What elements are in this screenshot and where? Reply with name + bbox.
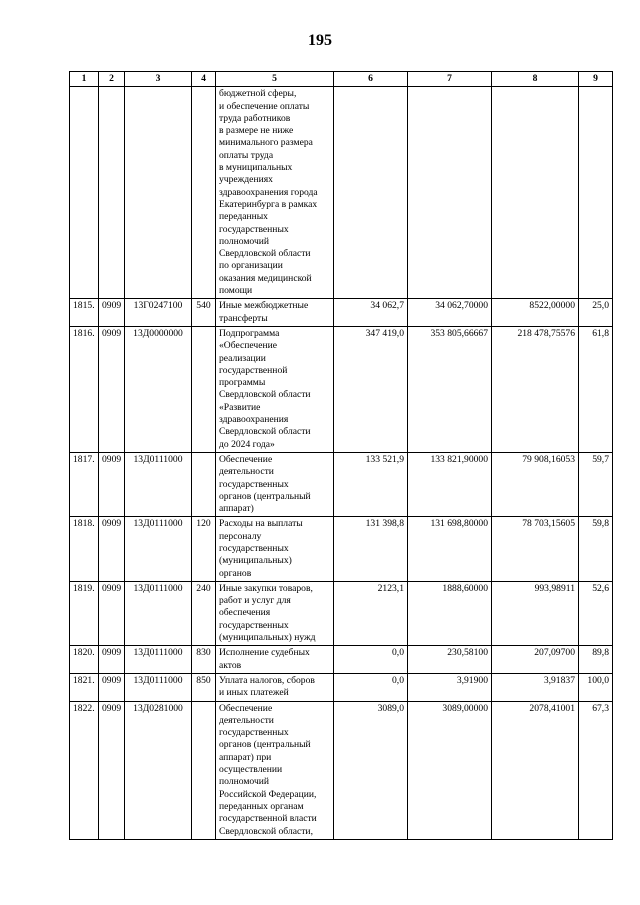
row-number-cell: 1817. [70, 452, 99, 516]
row-number-cell: 1819. [70, 581, 99, 645]
section-code-cell: 0909 [99, 326, 125, 452]
section-code-cell: 0909 [99, 452, 125, 516]
approved-amount-cell: 34 062,7 [334, 299, 408, 327]
section-code-cell: 0909 [99, 299, 125, 327]
table-body [70, 87, 613, 840]
expense-type-cell [192, 701, 216, 839]
row-number-cell: 1821. [70, 673, 99, 701]
row-number-cell: 1815. [70, 299, 99, 327]
item-name-cell: Расходы на выплаты персоналу государственных (муниципальных) органов [216, 517, 334, 581]
execution-percent-cell: 25,0 [579, 299, 613, 327]
budget-table [69, 71, 613, 840]
row-number-cell [70, 87, 99, 299]
column-header: 5 [216, 72, 334, 87]
executed-amount-cell: 78 703,15605 [492, 517, 579, 581]
expense-type-cell [192, 452, 216, 516]
item-name-cell: Обеспечение деятельности государственных органов (центральный аппарат) при осуществлении полномочий Российской Федерации, переданных органам государственной власти Свердловской области, [216, 701, 334, 839]
page-number: 195 [308, 32, 332, 49]
table-row [70, 326, 613, 452]
expense-type-cell: 850 [192, 673, 216, 701]
table-row [70, 581, 613, 645]
approved-amount-cell: 347 419,0 [334, 326, 408, 452]
column-header: 2 [99, 72, 125, 87]
execution-percent-cell: 52,6 [579, 581, 613, 645]
target-item-code-cell: 13Д0111000 [125, 673, 192, 701]
table-row [70, 299, 613, 327]
table-row [70, 646, 613, 674]
section-code-cell: 0909 [99, 517, 125, 581]
column-header: 3 [125, 72, 192, 87]
column-header: 1 [70, 72, 99, 87]
budget-amount-cell: 34 062,70000 [408, 299, 492, 327]
approved-amount-cell: 133 521,9 [334, 452, 408, 516]
row-number-cell: 1816. [70, 326, 99, 452]
approved-amount-cell: 0,0 [334, 646, 408, 674]
executed-amount-cell: 8522,00000 [492, 299, 579, 327]
column-header: 9 [579, 72, 613, 87]
expense-type-cell: 540 [192, 299, 216, 327]
expense-type-cell: 830 [192, 646, 216, 674]
execution-percent-cell: 89,8 [579, 646, 613, 674]
item-name-cell: Иные закупки товаров, работ и услуг для обеспечения государственных (муниципальных) нужд [216, 581, 334, 645]
item-name-cell: бюджетной сферы, и обеспечение оплаты труда работников в размере не ниже минимального размера оплаты труда в муниципальных учреждениях здравоохранения города Екатеринбурга в рамках переданных государственных полномочий Свердловской области по организации оказания медицинской помощи [216, 87, 334, 299]
approved-amount-cell [334, 87, 408, 299]
row-number-cell: 1818. [70, 517, 99, 581]
approved-amount-cell: 0,0 [334, 673, 408, 701]
execution-percent-cell [579, 87, 613, 299]
table-row [70, 517, 613, 581]
item-name-cell: Исполнение судебных актов [216, 646, 334, 674]
column-header: 4 [192, 72, 216, 87]
target-item-code-cell [125, 87, 192, 299]
expense-type-cell [192, 87, 216, 299]
target-item-code-cell: 13Д0111000 [125, 581, 192, 645]
section-code-cell: 0909 [99, 581, 125, 645]
header-row [70, 72, 613, 87]
execution-percent-cell: 100,0 [579, 673, 613, 701]
executed-amount-cell: 3,91837 [492, 673, 579, 701]
expense-type-cell: 120 [192, 517, 216, 581]
target-item-code-cell: 13Д0111000 [125, 517, 192, 581]
budget-amount-cell: 353 805,66667 [408, 326, 492, 452]
execution-percent-cell: 59,8 [579, 517, 613, 581]
table-row [70, 87, 613, 299]
budget-amount-cell: 133 821,90000 [408, 452, 492, 516]
item-name-cell: Иные межбюджетные трансферты [216, 299, 334, 327]
section-code-cell: 0909 [99, 701, 125, 839]
target-item-code-cell: 13Д0111000 [125, 646, 192, 674]
executed-amount-cell: 993,98911 [492, 581, 579, 645]
budget-amount-cell: 230,58100 [408, 646, 492, 674]
section-code-cell: 0909 [99, 646, 125, 674]
approved-amount-cell: 131 398,8 [334, 517, 408, 581]
table-row [70, 701, 613, 839]
budget-amount-cell [408, 87, 492, 299]
table-row [70, 673, 613, 701]
executed-amount-cell: 218 478,75576 [492, 326, 579, 452]
executed-amount-cell: 207,09700 [492, 646, 579, 674]
executed-amount-cell: 2078,41001 [492, 701, 579, 839]
execution-percent-cell: 67,3 [579, 701, 613, 839]
budget-amount-cell: 131 698,80000 [408, 517, 492, 581]
budget-amount-cell: 1888,60000 [408, 581, 492, 645]
row-number-cell: 1822. [70, 701, 99, 839]
item-name-cell: Обеспечение деятельности государственных органов (центральный аппарат) [216, 452, 334, 516]
executed-amount-cell [492, 87, 579, 299]
section-code-cell: 0909 [99, 673, 125, 701]
execution-percent-cell: 59,7 [579, 452, 613, 516]
column-header: 6 [334, 72, 408, 87]
budget-amount-cell: 3,91900 [408, 673, 492, 701]
table-row [70, 452, 613, 516]
column-header: 8 [492, 72, 579, 87]
budget-amount-cell: 3089,00000 [408, 701, 492, 839]
target-item-code-cell: 13Д0000000 [125, 326, 192, 452]
section-code-cell [99, 87, 125, 299]
target-item-code-cell: 13Г0247100 [125, 299, 192, 327]
expense-type-cell: 240 [192, 581, 216, 645]
expense-type-cell [192, 326, 216, 452]
executed-amount-cell: 79 908,16053 [492, 452, 579, 516]
item-name-cell: Подпрограмма «Обеспечение реализации государственной программы Свердловской области «Развитие здравоохранения Свердловской области до 2024 года» [216, 326, 334, 452]
approved-amount-cell: 3089,0 [334, 701, 408, 839]
execution-percent-cell: 61,8 [579, 326, 613, 452]
column-header: 7 [408, 72, 492, 87]
target-item-code-cell: 13Д0281000 [125, 701, 192, 839]
approved-amount-cell: 2123,1 [334, 581, 408, 645]
item-name-cell: Уплата налогов, сборов и иных платежей [216, 673, 334, 701]
target-item-code-cell: 13Д0111000 [125, 452, 192, 516]
row-number-cell: 1820. [70, 646, 99, 674]
